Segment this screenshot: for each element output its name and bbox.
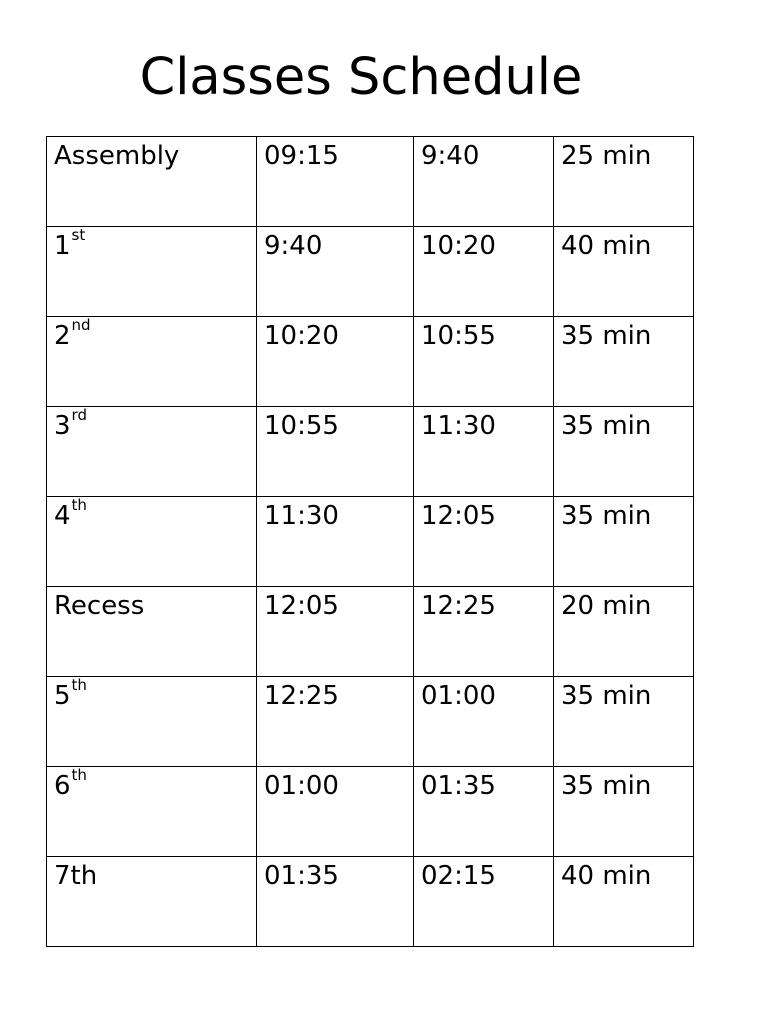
start-time-cell: 10:20 <box>257 317 414 407</box>
period-cell <box>47 497 257 587</box>
table-row <box>47 407 694 497</box>
end-time-cell: 10:20 <box>414 227 554 317</box>
period-cell <box>47 407 257 497</box>
end-time-cell: 9:40 <box>414 137 554 227</box>
table-row <box>47 137 694 227</box>
period-cell <box>47 857 257 947</box>
end-time-cell: 10:55 <box>414 317 554 407</box>
start-time-cell: 12:05 <box>257 587 414 677</box>
end-time-cell: 02:15 <box>414 857 554 947</box>
start-time-cell: 01:35 <box>257 857 414 947</box>
period-cell <box>47 227 257 317</box>
start-time-cell: 10:55 <box>257 407 414 497</box>
end-time-cell: 01:00 <box>414 677 554 767</box>
duration-cell: 40 min <box>554 227 694 317</box>
end-time-cell: 12:25 <box>414 587 554 677</box>
start-time-cell: 09:15 <box>257 137 414 227</box>
period-label: 6 <box>54 771 71 801</box>
period-label: 4 <box>54 501 71 531</box>
period-label: 5 <box>54 681 71 711</box>
table-row <box>47 317 694 407</box>
ordinal-suffix: nd <box>71 316 91 335</box>
table-row <box>47 497 694 587</box>
period-label: 7th <box>54 861 98 891</box>
start-time-cell: 9:40 <box>257 227 414 317</box>
table-row <box>47 227 694 317</box>
duration-cell: 40 min <box>554 857 694 947</box>
period-label: Assembly <box>54 141 180 171</box>
ordinal-suffix: th <box>71 766 87 785</box>
period-label: Recess <box>54 591 145 621</box>
period-label: 2 <box>54 321 71 351</box>
period-cell <box>47 317 257 407</box>
table-row <box>47 857 694 947</box>
period-cell <box>47 587 257 677</box>
end-time-cell: 01:35 <box>414 767 554 857</box>
ordinal-suffix: st <box>71 226 86 245</box>
duration-cell: 25 min <box>554 137 694 227</box>
period-cell <box>47 767 257 857</box>
start-time-cell: 01:00 <box>257 767 414 857</box>
table-row <box>47 587 694 677</box>
start-time-cell: 11:30 <box>257 497 414 587</box>
duration-cell: 35 min <box>554 677 694 767</box>
duration-cell: 35 min <box>554 497 694 587</box>
table-row <box>47 677 694 767</box>
end-time-cell: 11:30 <box>414 407 554 497</box>
period-cell <box>47 137 257 227</box>
duration-cell: 35 min <box>554 767 694 857</box>
ordinal-suffix: th <box>71 676 87 695</box>
duration-cell: 20 min <box>554 587 694 677</box>
ordinal-suffix: th <box>71 496 87 515</box>
duration-cell: 35 min <box>554 317 694 407</box>
ordinal-suffix: rd <box>71 406 87 425</box>
period-cell <box>47 677 257 767</box>
start-time-cell: 12:25 <box>257 677 414 767</box>
period-label: 3 <box>54 411 71 441</box>
duration-cell: 35 min <box>554 407 694 497</box>
schedule-table <box>46 136 694 947</box>
period-label: 1 <box>54 231 71 261</box>
end-time-cell: 12:05 <box>414 497 554 587</box>
page-title: Classes Schedule <box>139 48 583 107</box>
table-row <box>47 767 694 857</box>
